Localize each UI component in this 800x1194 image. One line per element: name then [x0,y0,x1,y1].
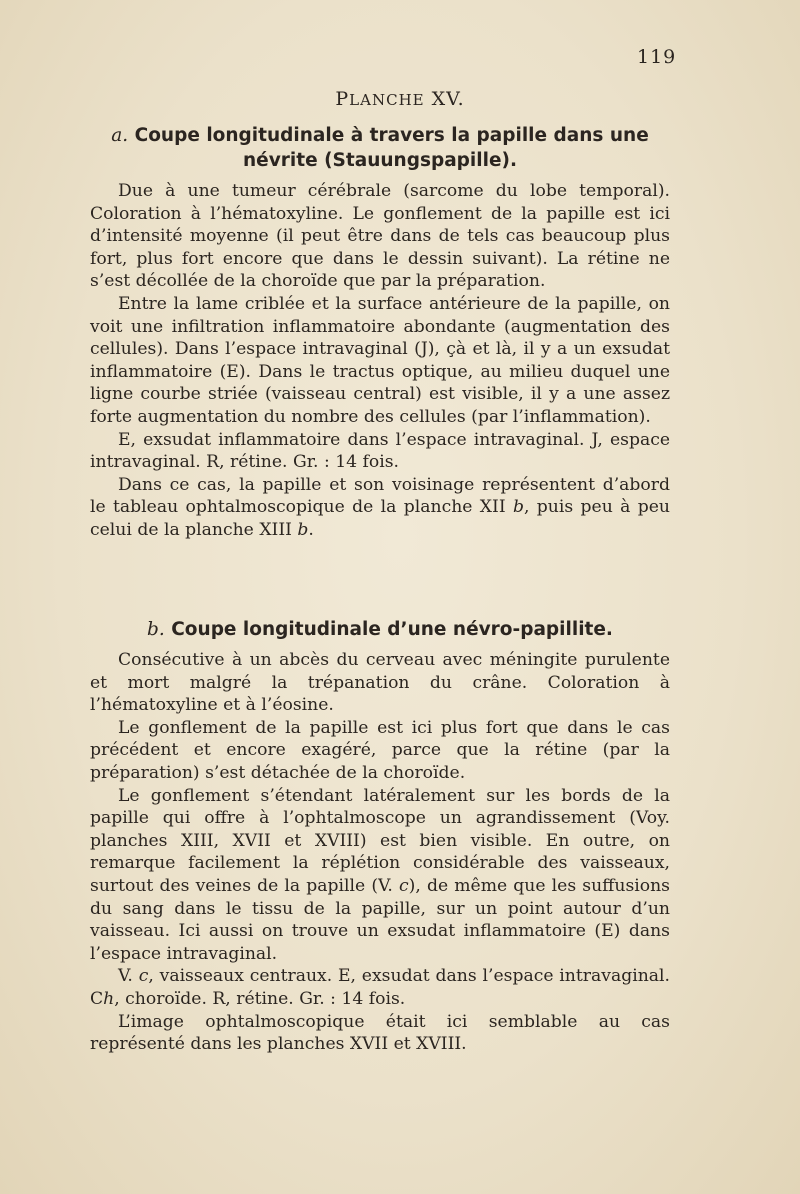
plate-title-numeral: XV. [431,88,465,110]
text-run: . [308,519,314,540]
text-run: , vaisseaux centraux. E, exsudat dans l’espace intravaginal. C [90,966,670,1009]
text-run: Le gonflement s’étendant latéralement sur les bords de la papille qui offre à l’ophtalmoscope un agrandissement (Voy. planches XIII, XVII et XVIII) est bien visible. En outre, on remarque facilement la réplétion considérable des vaisseaux, surtout des veines de la papille (V. [90,785,670,896]
plate-title-initial: P [335,88,350,110]
figure-reference: c [138,966,149,987]
figure-reference: c [399,875,409,896]
text-run: , choroïde. R, rétine. Gr. : 14 fois. [114,988,406,1009]
section-b-paragraph: L’image ophtalmoscopique était ici semblable au cas représenté dans les planches XVII et XVIII. [90,1011,670,1055]
section-b-paragraph: Le gonflement de la papille est ici plus fort que dans le cas précédent et encore exagéré, parce que la rétine (par la préparation) s’est détachée de la choroïde. [90,717,670,783]
section-a-body [90,180,670,542]
section-a-paragraph: Entre la lame criblée et la surface antérieure de la papille, on voit une infiltration inflammatoire abondante (augmentation des cellules). Dans l’espace intravaginal (J), çà et là, il y a un exsudat inflammatoire (E). Dans le tractus optique, au milieu duquel une ligne courbe striée (vaisseau central) est visible, il y a une assez forte augmentation du nombre des cellules (par l’inflammation). [90,293,670,427]
plate-reference: b [297,519,309,540]
section-b-body [90,649,670,1056]
section-b-paragraph: Consécutive à un abcès du cerveau avec méningite purulente et mort malgré la trépanation du crâne. Coloration à l’hématoxyline et à l’éosine. [90,650,670,716]
section-b-heading [90,617,670,642]
text-run: , puis peu à peu celui de la planche XIII [90,497,670,540]
figure-reference: h [103,988,115,1009]
section-b-paragraph [90,965,670,1010]
plate-title [0,88,800,110]
text-run: V. [118,966,139,987]
plate-reference: b [512,497,524,518]
text-run: Dans ce cas, la papille et son voisinage représentent d’abord le tableau ophtalmoscopique de la planche XII [90,474,670,518]
section-a-paragraph: E, exsudat inflammatoire dans l’espace intravaginal. J, espace intravaginal. R, rétine. Gr. : 14 fois. [90,429,670,473]
section-b-letter: b. [147,619,165,640]
plate-title-rest: LANCHE [349,91,425,109]
section-a-letter: a. [111,125,129,146]
section-a-paragraph: Due à une tumeur cérébrale (sarcome du lobe temporal). Coloration à l’hématoxyline. Le gonflement de la papille est ici d’intensité moyenne (il peut être dans de tels cas beaucoup plus fort, plus fort encore que dans le dessin suivant). La rétine ne s’est décollée de la choroïde que par la préparation. [90,181,670,292]
section-b-paragraph [90,785,670,966]
section-b-heading-text: Coupe longitudinale d’une névro-papillite. [171,619,613,640]
section-a-heading [90,123,670,173]
section-a-paragraph [90,474,670,542]
text-run: ), de même que les suffusions du sang dans le tissu de la papille, sur un point autour d’un vaisseau. Ici aussi on trouve un exsudat inflammatoire (E) dans l’espace intravaginal. [90,875,670,964]
page-number: 119 [637,46,677,68]
section-a-heading-text: Coupe longitudinale à travers la papille dans une névrite (Stauungspapille). [134,125,649,171]
